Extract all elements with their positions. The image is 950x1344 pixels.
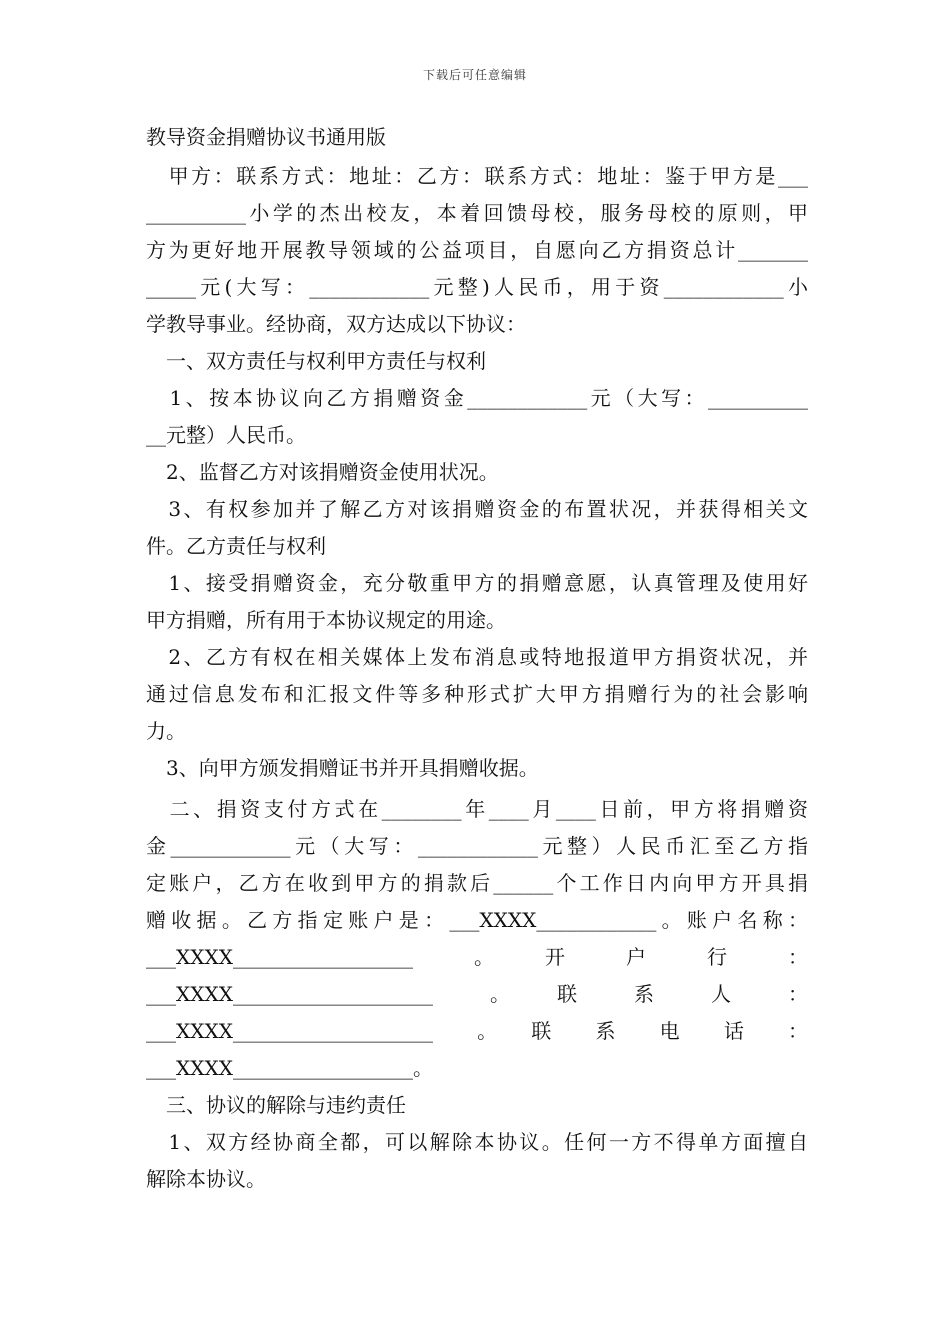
section-heading-2-paragraph xyxy=(146,791,808,1087)
section-heading-1 xyxy=(146,343,808,380)
document-title: 教导资金捐赠协议书通用版 xyxy=(146,125,386,149)
section-heading-3 xyxy=(146,1087,808,1124)
text-line: 一、双方责任与权利甲方责任与权利 xyxy=(146,349,486,373)
text-line: 学教导事业。经协商，双方达成以下协议： xyxy=(146,312,526,336)
clause-paragraph xyxy=(146,565,808,639)
text-line: ___XXXX__________________。 xyxy=(146,1056,433,1080)
text-line: 通过信息发布和汇报文件等多种形式扩大甲方捐赠行为的社会影响 xyxy=(146,682,808,706)
text-line: 2、乙方有权在相关媒体上发布消息或特地报道甲方捐资状况，并 xyxy=(146,645,808,669)
text-line: 解除本协议。 xyxy=(146,1167,266,1191)
text-line: 1、双方经协商全都，可以解除本协议。任何一方不得单方面擅自 xyxy=(146,1130,808,1154)
text-line: ___XXXX____________________ 。 联 系 人 ： xyxy=(146,982,808,1006)
text-line: ___XXXX__________________ 。 开 户 行 ： xyxy=(146,945,808,969)
text-line: 三、协议的解除与违约责任 xyxy=(146,1093,406,1117)
text-line: 金____________元（大写：____________元整）人民币汇至乙方指 xyxy=(146,834,808,858)
clause-paragraph xyxy=(146,380,808,454)
text-line: 赠收据。乙方指定账户是：___XXXX____________。账户名称： xyxy=(146,908,808,932)
clause-paragraph xyxy=(146,491,808,565)
text-line: 定账户，乙方在收到甲方的捐款后______个工作日内向甲方开具捐 xyxy=(146,871,808,895)
text-line: 1、按本协议向乙方捐赠资金____________元（大写：__________ xyxy=(146,386,808,410)
text-line: 二、捐资支付方式在________年____月____日前，甲方将捐赠资 xyxy=(146,797,808,821)
page-header: 下载后可任意编辑 xyxy=(422,68,527,82)
clause-paragraph xyxy=(146,750,808,787)
preamble-paragraph xyxy=(146,158,808,343)
text-line: 甲方捐赠，所有用于本协议规定的用途。 xyxy=(146,608,506,632)
document-body xyxy=(146,122,808,1198)
text-line: 力。 xyxy=(146,719,186,743)
text-line: 1、接受捐赠资金，充分敬重甲方的捐赠意愿，认真管理及使用好 xyxy=(146,571,808,595)
clause-paragraph xyxy=(146,454,808,491)
text-line: 甲方：联系方式：地址：乙方：联系方式：地址：鉴于甲方是___ xyxy=(146,164,808,188)
text-line: __________小学的杰出校友，本着回馈母校，服务母校的原则，甲 xyxy=(146,201,808,225)
clause-paragraph xyxy=(146,639,808,750)
text-line: 3、向甲方颁发捐赠证书并开具捐赠收据。 xyxy=(146,756,539,780)
text-line: 方为更好地开展教导领域的公益项目，自愿向乙方捐资总计_______ xyxy=(146,238,808,262)
text-line: ___XXXX____________________ 。 联 系 电 话 ： xyxy=(146,1019,808,1043)
text-line: 件。乙方责任与权利 xyxy=(146,534,326,558)
text-line: _____元(大写：____________元整)人民币，用于资____________小 xyxy=(146,275,808,299)
clause-paragraph xyxy=(146,1124,808,1198)
text-line: 3、有权参加并了解乙方对该捐赠资金的布置状况，并获得相关文 xyxy=(146,497,808,521)
text-line: __元整）人民币。 xyxy=(146,423,306,447)
text-line: 2、监督乙方对该捐赠资金使用状况。 xyxy=(146,460,499,484)
